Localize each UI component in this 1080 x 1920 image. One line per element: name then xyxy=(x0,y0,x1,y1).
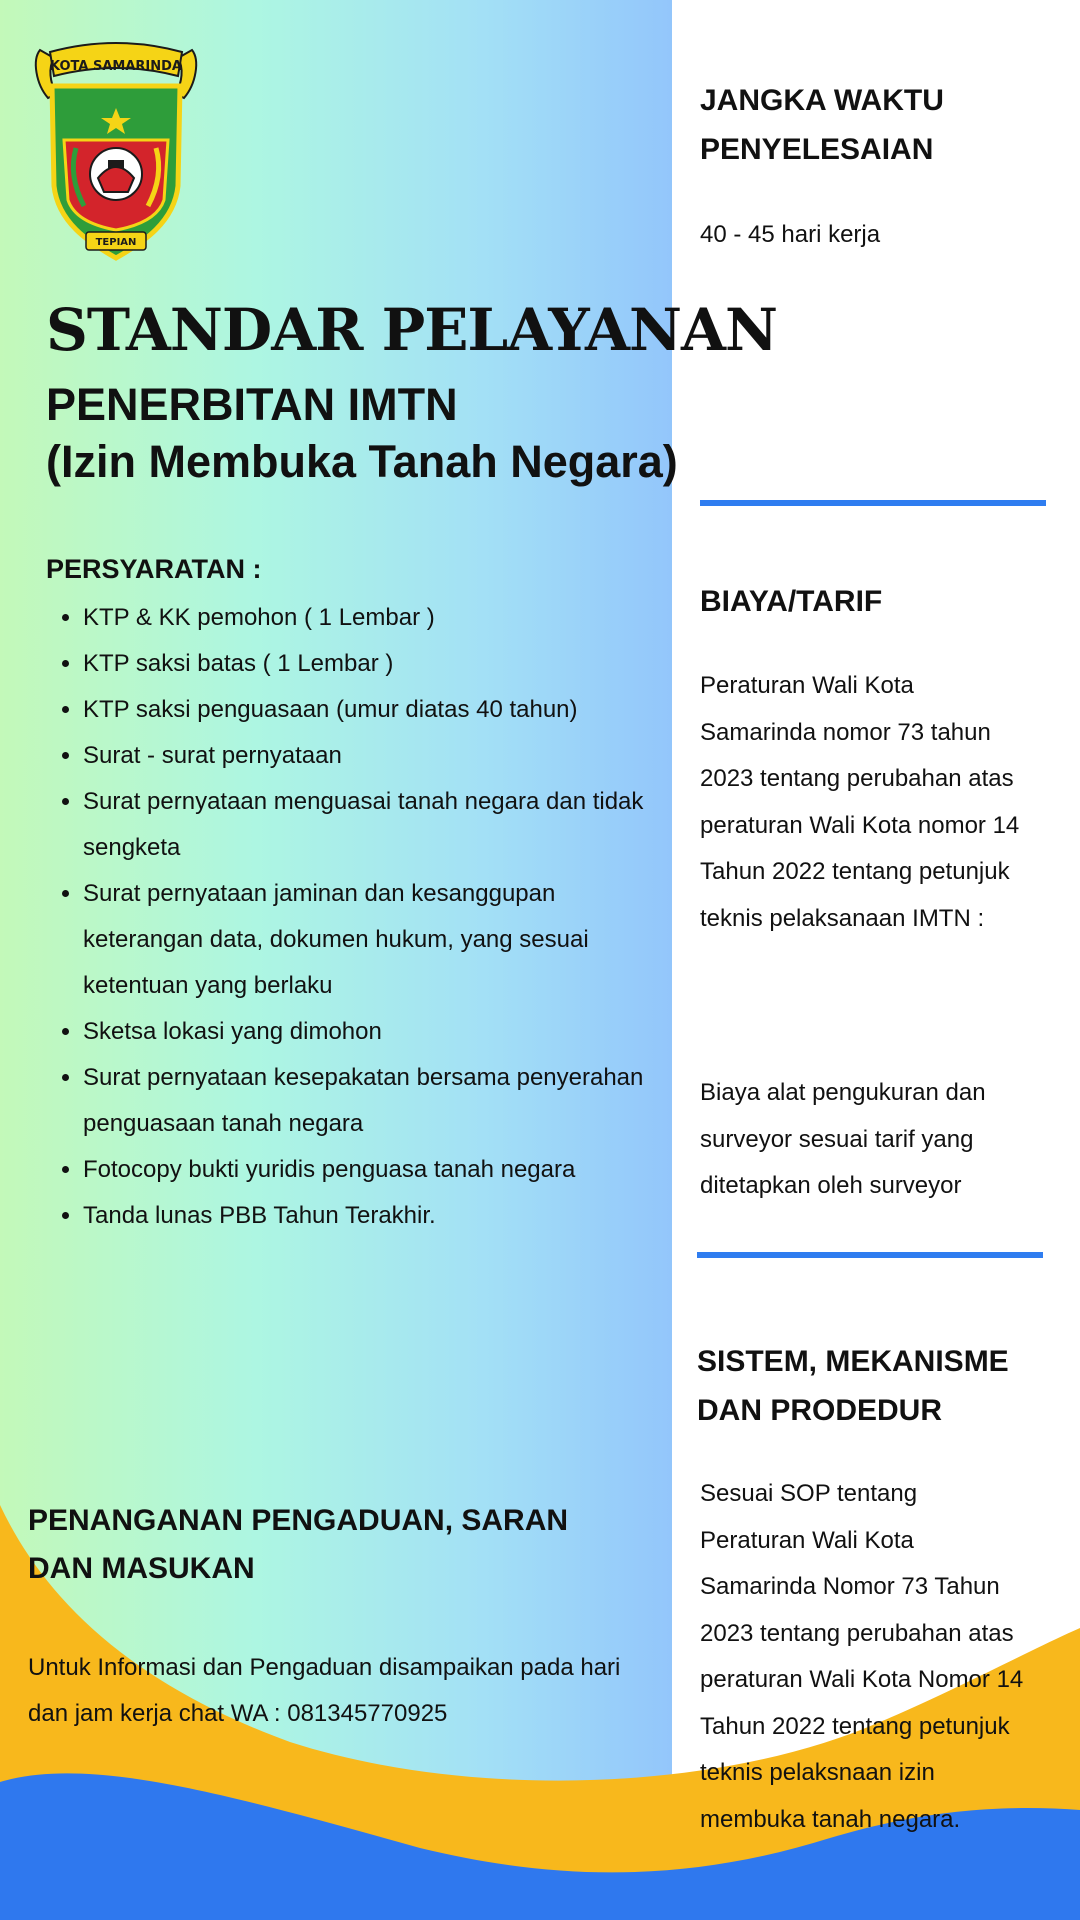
section-divider xyxy=(697,1252,1043,1258)
subtitle-line-1: PENERBITAN IMTN xyxy=(46,379,458,430)
requirement-item: • KTP saksi batas ( 1 Lembar ) xyxy=(83,641,653,687)
page-title: STANDAR PELAYANAN xyxy=(46,296,778,364)
complaint-heading: PENANGANAN PENGADUAN, SARAN DAN MASUKAN xyxy=(28,1504,569,1585)
fee-heading: BIAYA/TARIF xyxy=(700,585,883,618)
requirement-item: • Fotocopy bukti yuridis penguasa tanah negara xyxy=(83,1147,653,1193)
requirements-list xyxy=(46,595,653,1239)
requirement-item: • Surat pernyataan jaminan dan kesanggupan keterangan data, dokumen hukum, yang sesuai ketentuan yang berlaku xyxy=(83,871,653,1009)
procedure-text: Sesuai SOP tentang Peraturan Wali Kota Samarinda Nomor 73 Tahun 2023 tentang perubahan atas peraturan Wali Kota Nomor 14 Tahun 2022 tentang petunjuk teknis pelaksnaan izin membuka tanah negara. xyxy=(700,1480,1024,1833)
fee-survey-text: Biaya alat pengukuran dan surveyor sesuai tarif yang ditetapkan oleh surveyor xyxy=(700,1079,986,1199)
requirement-item: • Surat - surat pernyataan xyxy=(83,733,653,779)
logo-banner-text: KOTA SAMARINDA xyxy=(50,59,182,74)
requirement-item: • KTP & KK pemohon ( 1 Lembar ) xyxy=(83,595,653,641)
requirement-item: • Tanda lunas PBB Tahun Terakhir. xyxy=(83,1193,653,1239)
logo-ribbon-text: TEPIAN xyxy=(95,237,137,248)
complaint-contact-text: Untuk Informasi dan Pengaduan disampaikan pada hari dan jam kerja chat WA : 081345770925 xyxy=(28,1654,621,1727)
procedure-heading: SISTEM, MEKANISME DAN PRODEDUR xyxy=(697,1345,1009,1427)
duration-value: 40 - 45 hari kerja xyxy=(700,221,881,248)
page-subtitle xyxy=(46,376,678,490)
duration-heading: JANGKA WAKTU PENYELESAIAN xyxy=(700,84,944,166)
requirement-item: • Surat pernyataan menguasai tanah negara dan tidak sengketa xyxy=(83,779,653,871)
requirement-item: • Sketsa lokasi yang dimohon xyxy=(83,1009,653,1055)
requirements-heading: PERSYARATAN : xyxy=(46,554,262,584)
city-emblem-logo xyxy=(28,36,204,262)
requirement-item: • KTP saksi penguasaan (umur diatas 40 tahun) xyxy=(83,687,653,733)
section-divider xyxy=(700,500,1046,506)
fee-regulation-text: Peraturan Wali Kota Samarinda nomor 73 tahun 2023 tentang perubahan atas peraturan Wali Kota nomor 14 Tahun 2022 tentang petunjuk teknis pelaksanaan IMTN : xyxy=(700,672,1020,932)
subtitle-line-2: (Izin Membuka Tanah Negara) xyxy=(46,436,678,488)
requirement-item: • Surat pernyataan kesepakatan bersama penyerahan penguasaan tanah negara xyxy=(83,1055,653,1147)
